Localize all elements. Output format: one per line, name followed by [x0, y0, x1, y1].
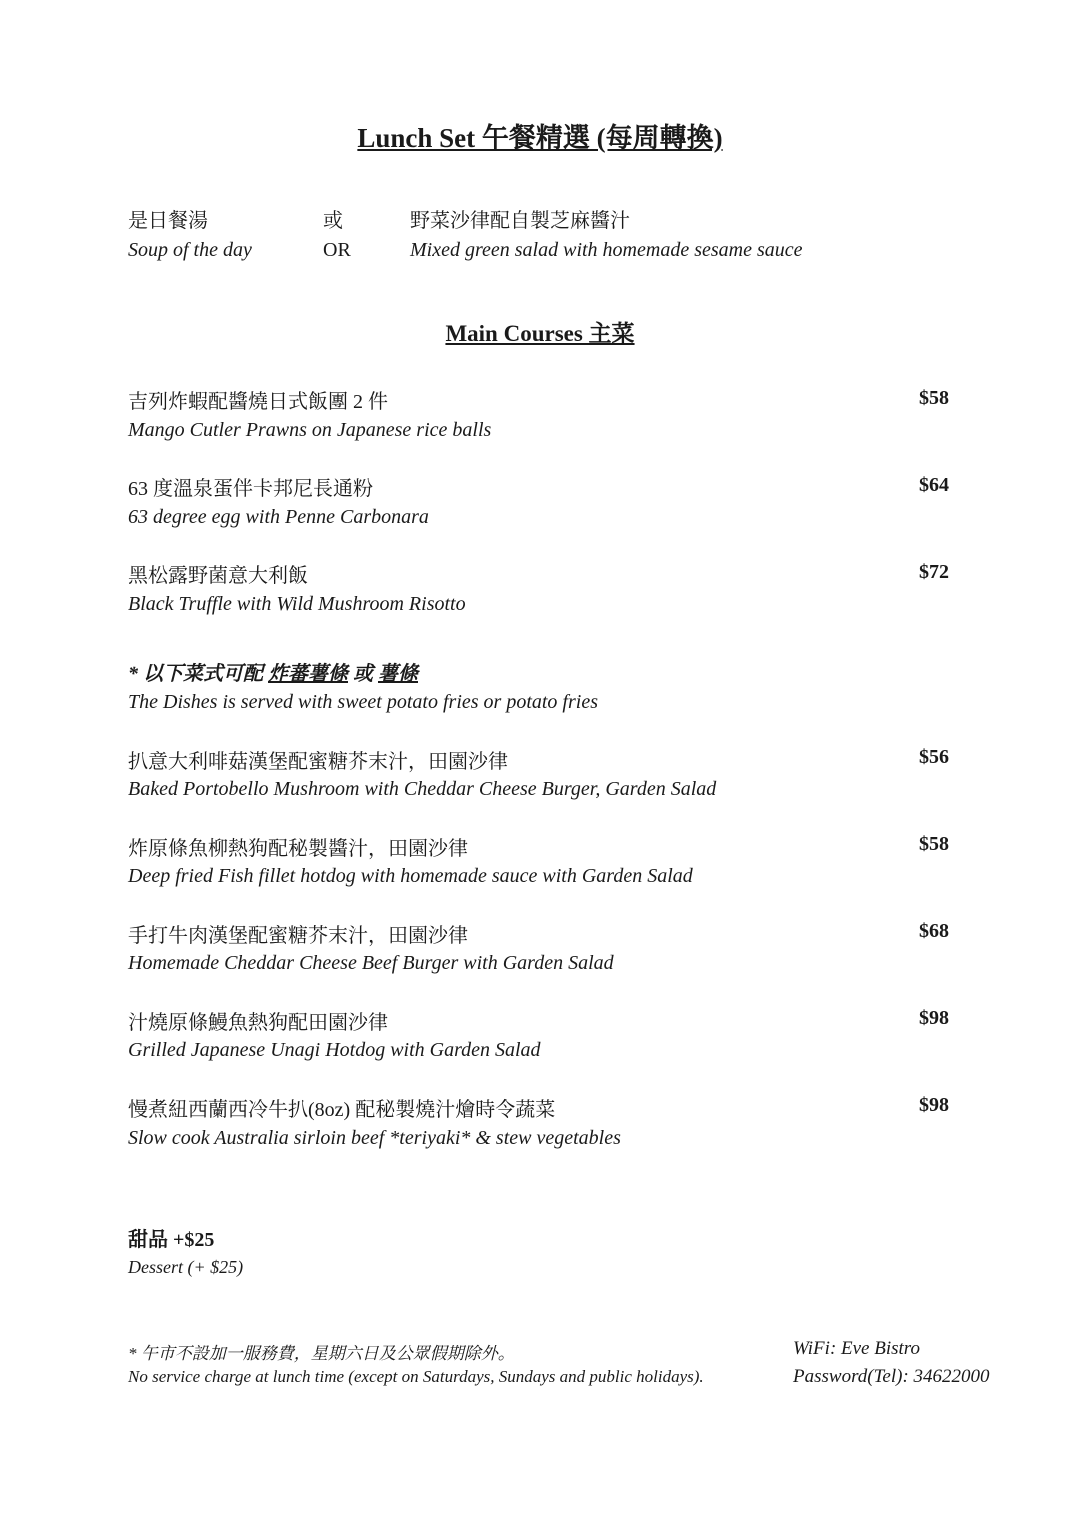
- dish-price: $72: [919, 561, 949, 583]
- dish-zh: 慢煮紐西蘭西冷牛扒(8oz) 配秘製燒汁燴時令蔬菜: [128, 1099, 556, 1121]
- side-note-en: The Dishes is served with sweet potato fries or potato fries: [128, 691, 598, 713]
- dish-zh: 扒意大利啡菇漢堡配蜜糖芥末汁，田園沙律: [128, 751, 508, 773]
- or-label-en: OR: [323, 239, 351, 261]
- dish-zh: 黑松露野菌意大利飯: [128, 565, 308, 587]
- dish-en: 63 degree egg with Penne Carbonara: [128, 506, 429, 528]
- dish-en: Slow cook Australia sirloin beef *teriyaki* & stew vegetables: [128, 1127, 621, 1149]
- dish-en: Deep fried Fish fillet hotdog with homemade sauce with Garden Salad: [128, 865, 693, 887]
- main-courses-title: Main Courses 主菜: [445, 321, 635, 346]
- dish-price: $58: [919, 387, 949, 409]
- dish-en: Homemade Cheddar Cheese Beef Burger with Garden Salad: [128, 952, 614, 974]
- dish-price: $98: [919, 1094, 949, 1116]
- page-title: Lunch Set 午餐精選 (每周轉換): [357, 123, 723, 153]
- soup-label-zh: 是日餐湯: [128, 210, 208, 232]
- dish-zh: 吉列炸蝦配醬燒日式飯團 2 件: [128, 391, 388, 413]
- side-note-prefix: * 以下菜式可配: [128, 663, 263, 685]
- dish-price: $98: [919, 1007, 949, 1029]
- dish-zh: 手打牛肉漢堡配蜜糖芥末汁，田園沙律: [128, 925, 468, 947]
- service-charge-note-en: No service charge at lunch time (except on Saturdays, Sundays and public holidays).: [128, 1367, 704, 1386]
- side-option-potato: 薯條: [378, 663, 418, 685]
- wifi-password: Password(Tel): 34622000: [793, 1366, 990, 1387]
- dish-price: $58: [919, 833, 949, 855]
- side-note-zh: [128, 657, 418, 686]
- dish-en: Black Truffle with Wild Mushroom Risotto: [128, 593, 466, 615]
- wifi-name: WiFi: Eve Bistro: [793, 1338, 920, 1359]
- or-label-zh: 或: [323, 210, 343, 232]
- salad-label-en: Mixed green salad with homemade sesame sauce: [410, 239, 803, 261]
- side-note-or: 或: [353, 663, 373, 685]
- dessert-zh: 甜品 +$25: [128, 1229, 215, 1251]
- dish-zh: 汁燒原條鰻魚熱狗配田園沙律: [128, 1012, 388, 1034]
- dish-zh: 炸原條魚柳熱狗配秘製醬汁，田園沙律: [128, 838, 468, 860]
- soup-label-en: Soup of the day: [128, 239, 252, 261]
- dish-en: Grilled Japanese Unagi Hotdog with Garden Salad: [128, 1039, 541, 1061]
- service-charge-note-zh: * 午市不設加一服務費，星期六日及公眾假期除外。: [128, 1344, 515, 1363]
- dessert-en: Dessert (+ $25): [128, 1257, 244, 1277]
- dish-en: Baked Portobello Mushroom with Cheddar Cheese Burger, Garden Salad: [128, 778, 717, 800]
- dish-price: $68: [919, 920, 949, 942]
- dish-zh: 63 度溫泉蛋伴卡邦尼長通粉: [128, 478, 373, 500]
- dish-price: $64: [919, 474, 949, 496]
- side-option-sweet-potato: 炸蕃薯條: [268, 663, 348, 685]
- salad-label-zh: 野菜沙律配自製芝麻醬汁: [410, 210, 630, 232]
- dish-price: $56: [919, 746, 949, 768]
- dish-en: Mango Cutler Prawns on Japanese rice balls: [128, 419, 492, 441]
